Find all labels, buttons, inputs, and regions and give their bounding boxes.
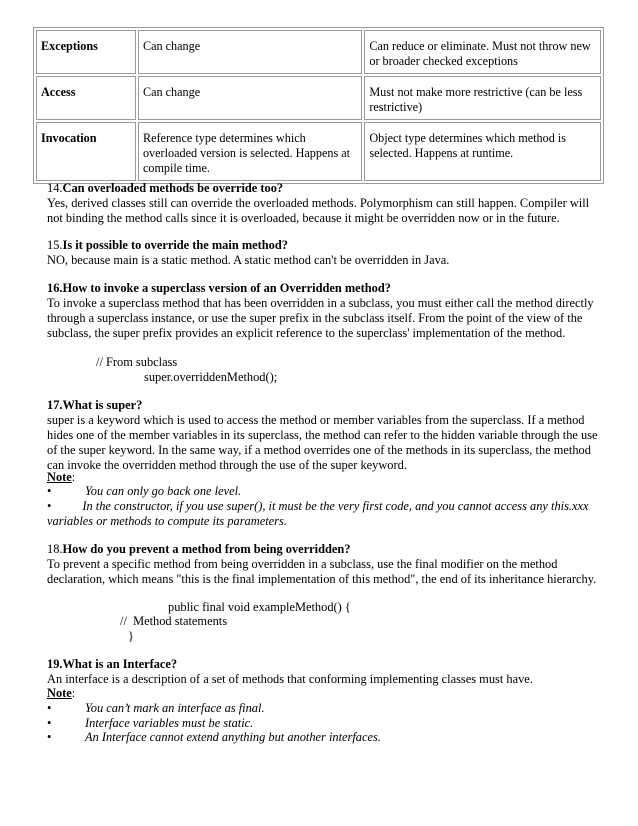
note-label: Note: (47, 470, 76, 484)
question-15-answer: NO, because main is a static method. A static method can't be overridden in Java. (47, 253, 450, 267)
bullet-icon: • (47, 730, 52, 744)
question-18-answer: To prevent a specific method from being overridden in a subclass, use the final modifier on the method declaration, which means "this is the final implementation of this method", the end of its inheritance hierarchy. (47, 557, 597, 586)
comparison-table (33, 27, 604, 184)
overload-cell: Can change (138, 76, 362, 120)
code-line: // Method statements (120, 614, 228, 628)
table-row (36, 30, 601, 74)
question-17-heading: 17.What is super? (47, 398, 143, 412)
bullet-icon: • (47, 484, 52, 498)
question-14-answer: Yes, derived classes still can override the overloaded methods. Polymorphism can still happen. Compiler will not binding the method calls since it is overloaded, because it might be overridden now or in the future. (47, 196, 590, 225)
overload-cell: Can change (138, 30, 362, 74)
list-item: • An Interface cannot extend anything but another interfaces. (47, 730, 381, 744)
question-16-heading: 16.How to invoke a superclass version of an Overridden method? (47, 281, 391, 295)
question-18-heading (47, 542, 607, 557)
question-19-heading: 19.What is an Interface? (47, 657, 178, 671)
row-header-cell: Access (36, 76, 136, 120)
question-19-answer: An interface is a description of a set of methods that conforming implementing classes must have. (47, 672, 533, 686)
override-cell: Must not make more restrictive (can be less restrictive) (364, 76, 601, 120)
code-line: // From subclass (96, 355, 178, 369)
question-number: 18. (47, 542, 63, 556)
row-header-cell: Exceptions (36, 30, 136, 74)
question-number: 15. (47, 238, 63, 252)
bullet-icon: • (47, 701, 52, 715)
question-17-answer: super is a keyword which is used to access the method or member variables from the superclass. If a method hides one of the member variables in its superclass, the method can refer to the hidden variable through the use of the super keyword. In the same way, if a method overrides one of the methods in its superclass, the method can invoke the overridden method through the use of the super keyword. (47, 413, 598, 472)
question-16-answer: To invoke a superclass method that has been overridden in a subclass, you must either call the method directly through a superclass instance, or use the super prefix in the subclass itself. From the point of the view of the subclass, the super prefix provides an explicit reference to the superclass' implementation of the method. (47, 296, 594, 340)
table-row (36, 122, 601, 181)
override-cell: Can reduce or eliminate. Must not throw new or broader checked exceptions (364, 30, 601, 74)
question-title: How do you prevent a method from being overridden? (62, 542, 351, 556)
code-line: super.overriddenMethod(); (144, 370, 278, 384)
question-title: Is it possible to override the main method? (62, 238, 288, 252)
overload-cell: Reference type determines which overloaded version is selected. Happens at compile time. (138, 122, 362, 181)
list-item: • In the constructor, if you use super(), it must be the very first code, and you cannot access any this.xxx variables or methods to compute its parameters. (47, 499, 589, 528)
table-row (36, 76, 601, 120)
question-14-heading (47, 181, 607, 196)
list-item: • Interface variables must be static. (47, 716, 254, 730)
code-line: public final void exampleMethod() { (168, 600, 351, 614)
question-number: 14. (47, 181, 63, 195)
bullet-icon: • (47, 499, 52, 513)
question-15-heading (47, 238, 607, 253)
override-cell: Object type determines which method is selected. Happens at runtime. (364, 122, 601, 181)
list-item: • You can only go back one level. (47, 484, 242, 498)
row-header-cell: Invocation (36, 122, 136, 181)
code-line: } (128, 629, 134, 643)
bullet-icon: • (47, 716, 52, 730)
list-item: • You can’t mark an interface as final. (47, 701, 265, 715)
question-title: Can overloaded methods be override too? (62, 181, 284, 195)
note-label: Note: (47, 686, 76, 700)
